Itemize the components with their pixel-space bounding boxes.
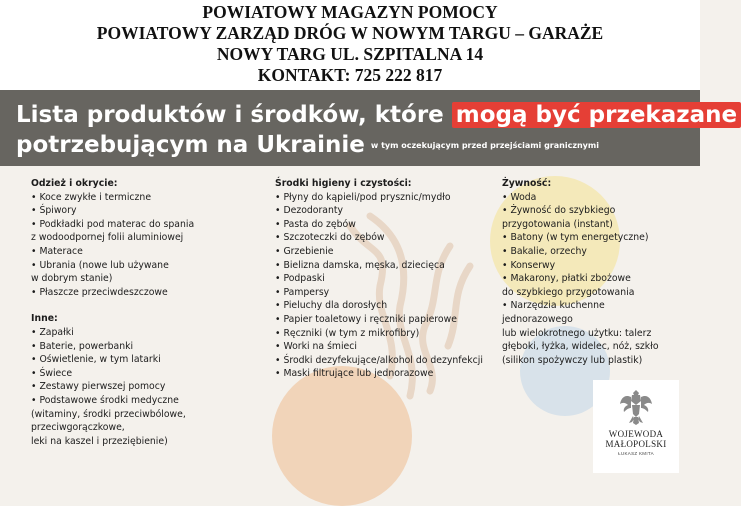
title-banner — [0, 90, 738, 166]
list-item: • Pasta do zębów — [275, 218, 356, 230]
clothing-heading: Odzież i okrycie: — [31, 178, 118, 189]
other-heading: Inne: — [31, 313, 58, 325]
list-item: • Podkładki pod materac do spania — [31, 218, 195, 230]
hygiene-heading: Środki higieny i czystości: — [275, 178, 412, 189]
logo-line-1: WOJEWODA — [608, 429, 664, 439]
list-item: • Bielizna damska, męska, dziecięca — [275, 259, 445, 271]
list-item: • Woda — [502, 191, 537, 203]
list-item: • Worki na śmieci — [275, 341, 357, 353]
list-item: • Materace — [31, 245, 83, 257]
banner-title-line2 — [16, 132, 599, 158]
list-item: • Podpaski — [275, 273, 325, 285]
banner-title-part1: Lista produktów i środków, które — [16, 102, 452, 128]
logo-line-3: ŁUKASZ KMITA — [618, 451, 654, 456]
list-item: głęboki, łyżka, widelec, nóż, szkło — [502, 341, 659, 353]
list-item: (witaminy, środki przeciwbólowe, — [31, 408, 186, 420]
list-item: • Płaszcze przeciwdeszczowe — [31, 286, 168, 298]
list-item: przygotowania (instant) — [502, 218, 613, 230]
list-item: • Śpiwory — [31, 205, 77, 217]
list-item: • Pieluchy dla dorosłych — [275, 300, 388, 312]
banner-subtitle: w tym oczekującym przed przejściami granicznymi — [370, 141, 599, 150]
list-item: • Pampersy — [275, 286, 330, 298]
clothing-and-other-column — [31, 177, 251, 448]
list-item: jednorazowego — [502, 313, 573, 325]
list-item: • Grzebienie — [275, 245, 334, 257]
header-line-1: POWIATOWY MAGAZYN POMOCY — [202, 2, 498, 22]
list-item: • Zestawy pierwszej pomocy — [31, 381, 166, 393]
banner-title-line2-text: potrzebującym na Ukrainie — [16, 132, 365, 158]
list-item: • Batony (w tym energetyczne) — [502, 232, 649, 244]
list-item: • Dezodoranty — [275, 205, 344, 217]
list-item: • Podstawowe środki medyczne — [31, 394, 179, 406]
list-item: • Bakalie, orzechy — [502, 245, 587, 257]
list-item: • Płyny do kąpieli/pod prysznic/mydło — [275, 191, 451, 203]
logo-line-2: MAŁOPOLSKI — [605, 439, 667, 449]
list-item: • Maski filtrujące lub jednorazowe — [275, 368, 434, 380]
banner-title-highlight: mogą być przekazane — [452, 102, 741, 128]
list-item: • Narzędzia kuchenne — [502, 300, 605, 312]
list-item: leki na kaszel i przeziębienie) — [31, 435, 168, 447]
list-item: • Koce zwykłe i termiczne — [31, 191, 152, 203]
list-item: w dobrym stanie) — [31, 273, 113, 285]
list-item: • Żywność do szybkiego — [502, 205, 616, 217]
list-item: • Świece — [31, 367, 73, 379]
list-item: • Makarony, płatki zbożowe — [502, 273, 631, 285]
header-line-3: NOWY TARG UL. SZPITALNA 14 — [216, 44, 484, 64]
food-heading: Żywność: — [502, 178, 552, 189]
header — [0, 0, 700, 90]
hygiene-column — [275, 177, 495, 381]
food-column — [502, 177, 692, 367]
header-contact: KONTAKT: 725 222 817 — [257, 65, 443, 85]
list-item: • Oświetlenie, w tym latarki — [31, 354, 161, 366]
content-area — [0, 166, 700, 473]
list-item: do szybkiego przygotowania — [502, 286, 635, 298]
banner-title-line1 — [16, 102, 741, 128]
voivode-logo — [593, 380, 679, 473]
header-line-2: POWIATOWY ZARZĄD DRÓG W NOWYM TARGU – GARAŻE — [96, 23, 604, 43]
list-item: • Środki dezyfekujące/alkohol do dezynfekcji — [275, 354, 483, 366]
eagle-emblem-icon — [619, 386, 653, 426]
list-item: z wodoodpornej folii aluminiowej — [31, 232, 184, 244]
list-item: • Ręczniki (w tym z mikrofibry) — [275, 327, 420, 339]
list-item: • Szczoteczki do zębów — [275, 232, 385, 244]
list-item: (silikon spożywczy lub plastik) — [502, 354, 643, 366]
list-item: lub wielokrotnego użytku: talerz — [502, 327, 652, 339]
list-item: • Ubrania (nowe lub używane — [31, 259, 169, 271]
list-item: • Zapałki — [31, 326, 74, 338]
list-item: • Konserwy — [502, 259, 556, 271]
list-item: • Baterie, powerbanki — [31, 340, 134, 352]
list-item: przeciwgorączkowe, — [31, 422, 125, 434]
list-item: • Papier toaletowy i ręczniki papierowe — [275, 313, 457, 325]
